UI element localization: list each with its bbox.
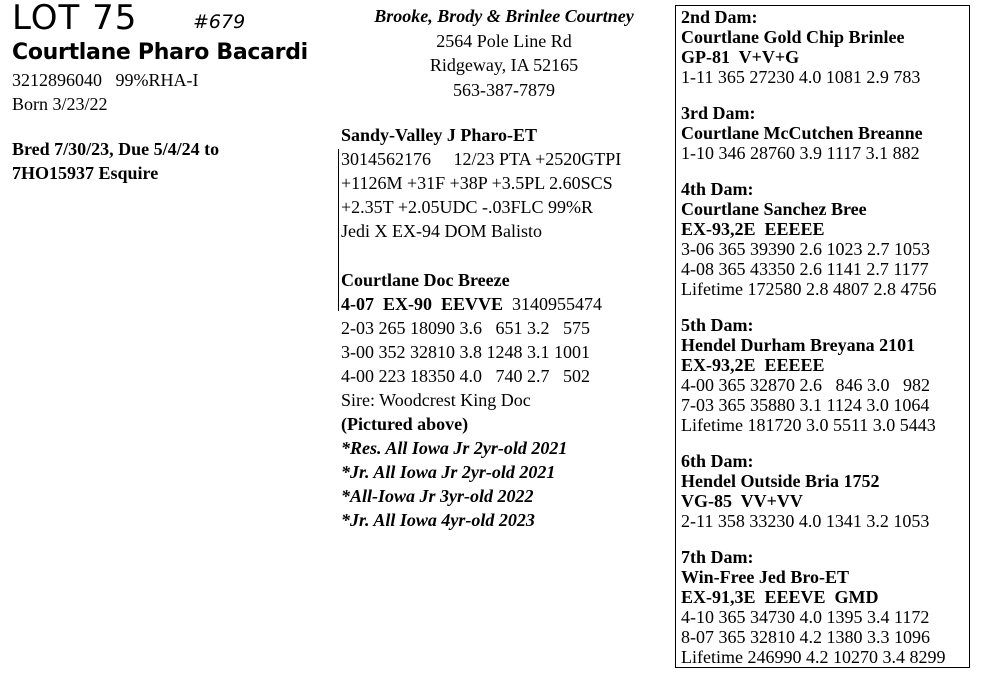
- sire-block: [341, 123, 661, 243]
- lot-hash-number: #679: [193, 11, 246, 33]
- dam-heading: 5th Dam:: [681, 315, 754, 335]
- pictured-note: (Pictured above): [341, 414, 469, 434]
- ancestor-record: 8-07 365 32810 4.2 1380 3.3 1096: [681, 627, 930, 647]
- dam-name: Courtlane Doc Breeze: [341, 270, 510, 290]
- dam-honor: *Jr. All Iowa Jr 2yr-old 2021: [341, 462, 556, 482]
- sire-info-line: 3014562176 12/23 PTA +2520GTPI: [341, 149, 622, 169]
- dam-record: 4-00 223 18350 4.0 740 2.7 502: [341, 366, 590, 386]
- ancestor-classification: EX-93,2E EEEEE: [681, 219, 825, 239]
- dam-heading: 7th Dam:: [681, 547, 754, 567]
- ancestor-name: Hendel Durham Breyana 2101: [681, 335, 916, 355]
- sire-name: Sandy-Valley J Pharo-ET: [341, 125, 538, 145]
- animal-name: Courtlane Pharo Bacardi: [12, 40, 308, 65]
- ancestor-record: 3-06 365 39390 2.6 1023 2.7 1053: [681, 239, 930, 259]
- ancestor-classification: GP-81 V+V+G: [681, 47, 800, 67]
- owner-phone: 563-387-7879: [453, 79, 555, 100]
- ancestor-classification: VG-85 VV+VV: [681, 491, 803, 511]
- ancestor-record: 2-11 358 33230 4.0 1341 3.2 1053: [681, 511, 930, 531]
- ancestor-name: Hendel Outside Bria 1752: [681, 471, 880, 491]
- bred-line-1: Bred 7/30/23, Due 5/4/24 to: [12, 139, 220, 159]
- owner-address-1: 2564 Pole Line Rd: [436, 30, 572, 51]
- lot-number: LOT 75: [12, 0, 138, 38]
- sire-info-line: +1126M +31F +38P +3.5PL 2.60SCS: [341, 173, 613, 193]
- dam-record: 2-03 265 18090 3.6 651 3.2 575: [341, 318, 590, 338]
- registration-line: 3212896040 99%RHA-I: [12, 70, 199, 90]
- dam-heading: 6th Dam:: [681, 451, 754, 471]
- sire-info-line: Jedi X EX-94 DOM Balisto: [341, 221, 542, 241]
- second-dam-block: [681, 7, 920, 87]
- ancestor-name: Courtlane Sanchez Bree: [681, 199, 867, 219]
- ancestor-classification: EX-91,3E EEEVE GMD: [681, 587, 879, 607]
- third-dam-block: [681, 103, 923, 163]
- owner-address-2: Ridgeway, IA 52165: [429, 55, 579, 75]
- ancestor-record: 4-10 365 34730 4.0 1395 3.4 1172: [681, 607, 930, 627]
- dam-honor: *Jr. All Iowa 4yr-old 2023: [341, 510, 535, 530]
- dam-classification: 4-07 EX-90 EEVVE: [341, 294, 504, 314]
- dam-registration: 3140955474: [503, 294, 603, 314]
- owner-block: [341, 4, 667, 102]
- pedigree-bracket: [338, 149, 339, 311]
- ancestor-record: 4-00 365 32870 2.6 846 3.0 982: [681, 375, 930, 395]
- ancestor-record: 4-08 365 43350 2.6 1141 2.7 1177: [681, 259, 929, 279]
- sire-info-line: +2.35T +2.05UDC -.03FLC 99%R: [341, 197, 593, 217]
- bred-line-2: 7HO15937 Esquire: [12, 163, 159, 183]
- fifth-dam-block: [681, 315, 936, 435]
- ancestor-lifetime: Lifetime 246990 4.2 10270 3.4 8299: [681, 647, 946, 667]
- owner-names: Brooke, Brody & Brinlee Courtney: [374, 6, 634, 26]
- fourth-dam-block: [681, 179, 936, 299]
- dam-sire-line: Sire: Woodcrest King Doc: [341, 390, 531, 410]
- dam-block: [341, 268, 661, 532]
- seventh-dam-block: [681, 547, 945, 667]
- dam-heading: 4th Dam:: [681, 179, 754, 199]
- ancestor-lifetime: Lifetime 172580 2.8 4807 2.8 4756: [681, 279, 937, 299]
- ancestor-record: 1-10 346 28760 3.9 1117 3.1 882: [681, 143, 920, 163]
- dam-heading: 3rd Dam:: [681, 103, 756, 123]
- dam-heading: 2nd Dam:: [681, 7, 758, 27]
- ancestor-classification: EX-93,2E EEEEE: [681, 355, 825, 375]
- dam-record: 3-00 352 32810 3.8 1248 3.1 1001: [341, 342, 590, 362]
- dam-honor: *Res. All Iowa Jr 2yr-old 2021: [341, 438, 568, 458]
- dam-honor: *All-Iowa Jr 3yr-old 2022: [341, 486, 534, 506]
- ancestor-record: 7-03 365 35880 3.1 1124 3.0 1064: [681, 395, 930, 415]
- ancestor-name: Win-Free Jed Bro-ET: [681, 567, 849, 587]
- ancestor-name: Courtlane Gold Chip Brinlee: [681, 27, 905, 47]
- sixth-dam-block: [681, 451, 929, 531]
- ancestor-record: 1-11 365 27230 4.0 1081 2.9 783: [681, 67, 921, 87]
- ancestor-name: Courtlane McCutchen Breanne: [681, 123, 923, 143]
- birth-date: Born 3/23/22: [12, 94, 108, 114]
- ancestor-lifetime: Lifetime 181720 3.0 5511 3.0 5443: [681, 415, 936, 435]
